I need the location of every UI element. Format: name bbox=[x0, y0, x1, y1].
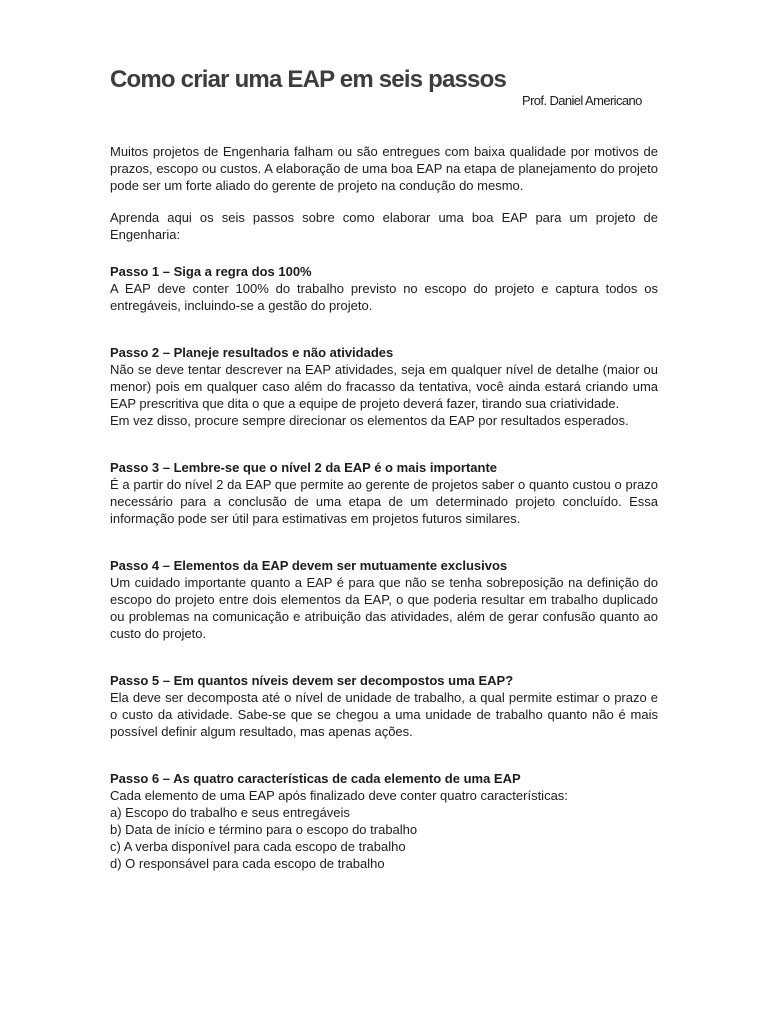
list-item: b) Data de início e término para o escopo do trabalho bbox=[110, 822, 418, 837]
step-heading: Passo 1 – Siga a regra dos 100% bbox=[110, 264, 312, 279]
step-body: Não se deve tentar descrever na EAP atividades, seja em qualquer nível de detalhe (maior ou menor) pois em qualquer caso além do fracasso da tentativa, você ainda estará criando uma EAP prescritiva que dita o que a equipe de projeto deverá fazer, tirando sua criatividade. bbox=[110, 362, 658, 411]
list-item: a) Escopo do trabalho e seus entregáveis bbox=[110, 805, 350, 820]
step-heading: Passo 2 – Planeje resultados e não atividades bbox=[110, 345, 394, 360]
intro-paragraph: Muitos projetos de Engenharia falham ou são entregues com baixa qualidade por motivos de prazos, escopo ou custos. A elaboração de uma boa EAP na etapa de planejamento do projeto pode ser um forte aliado do gerente de projeto na condução do mesmo. bbox=[110, 144, 658, 193]
step-heading: Passo 5 – Em quantos níveis devem ser decompostos uma EAP? bbox=[110, 673, 514, 688]
step-3 bbox=[110, 459, 658, 527]
intro-paragraph: Aprenda aqui os seis passos sobre como elaborar uma boa EAP para um projeto de Engenharia: bbox=[110, 210, 658, 242]
step-body: É a partir do nível 2 da EAP que permite ao gerente de projetos saber o quanto custou o prazo necessário para a conclusão de uma etapa de um determinado projeto concluído. Essa informação pode ser útil para estimativas em projetos futuros similares. bbox=[110, 477, 658, 526]
step-6 bbox=[110, 770, 658, 872]
list-item: c) A verba disponível para cada escopo de trabalho bbox=[110, 839, 406, 854]
step-4 bbox=[110, 557, 658, 642]
step-body-continued: Em vez disso, procure sempre direcionar os elementos da EAP por resultados esperados. bbox=[110, 413, 629, 428]
step-heading: Passo 4 – Elementos da EAP devem ser mutuamente exclusivos bbox=[110, 558, 508, 573]
step-body: Cada elemento de uma EAP após finalizado deve conter quatro características: bbox=[110, 788, 568, 803]
step-body: Ela deve ser decomposta até o nível de unidade de trabalho, a qual permite estimar o prazo e o custo da atividade. Sabe-se que se chegou a uma unidade de trabalho quanto não é mais possível definir algum resultado, mas apenas ações. bbox=[110, 690, 658, 739]
step-body: A EAP deve conter 100% do trabalho previsto no escopo do projeto e captura todos os entregáveis, incluindo-se a gestão do projeto. bbox=[110, 281, 658, 313]
step-body: Um cuidado importante quanto a EAP é para que não se tenha sobreposição na definição do escopo do projeto entre dois elementos da EAP, o que poderia resultar em trabalho duplicado ou problemas na comunicação e atribuição das atividades, além de gerar confusão quanto ao custo do projeto. bbox=[110, 575, 658, 641]
step-heading: Passo 6 – As quatro características de cada elemento de uma EAP bbox=[110, 771, 521, 786]
step-2 bbox=[110, 344, 658, 429]
document-author: Prof. Daniel Americano bbox=[522, 93, 642, 108]
document-title: Como criar uma EAP em seis passos bbox=[110, 66, 507, 93]
step-5 bbox=[110, 672, 658, 740]
characteristics-list bbox=[110, 804, 658, 872]
document-body bbox=[110, 143, 658, 872]
list-item: d) O responsável para cada escopo de trabalho bbox=[110, 856, 385, 871]
step-heading: Passo 3 – Lembre-se que o nível 2 da EAP é o mais importante bbox=[110, 460, 498, 475]
step-1 bbox=[110, 263, 658, 314]
